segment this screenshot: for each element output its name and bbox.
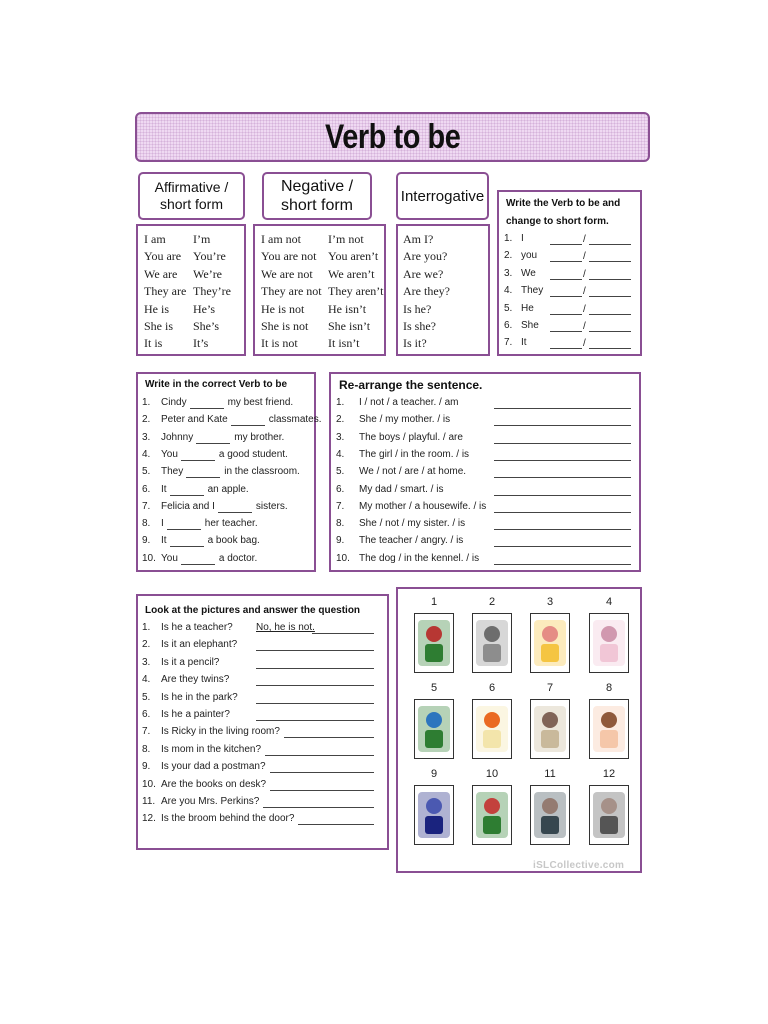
- negative-short: You aren’t: [328, 249, 379, 264]
- twins-picture: [589, 613, 629, 673]
- picture-question: Is he a teacher?: [161, 622, 233, 633]
- picture-answer-line: [270, 790, 374, 791]
- interrogative-form: Is it?: [403, 336, 427, 351]
- affirmative-short: We’re: [193, 266, 223, 281]
- rearrange-words: She / not / my sister. / is: [359, 518, 466, 530]
- broom-in-bucket-picture: [589, 785, 629, 845]
- picture-answer-line: [265, 755, 374, 756]
- rearrange-number: 3.: [336, 431, 345, 443]
- picture-answer-line: [256, 703, 374, 704]
- affirmative-full: It is: [144, 336, 163, 351]
- correct-verb-blank: [181, 460, 215, 461]
- picture-question: Is it an elephant?: [161, 639, 238, 651]
- negative-full: We are not: [261, 266, 313, 281]
- negative-short: She isn’t: [328, 319, 371, 333]
- rearrange-answer-line: [494, 512, 631, 513]
- picture-question-number: 6.: [142, 709, 151, 720]
- picture-number: 6: [488, 682, 496, 694]
- affirmative-short: They’re: [193, 284, 231, 299]
- picture-question-number: 9.: [142, 761, 151, 773]
- affirmative-short: I’m: [193, 232, 211, 246]
- woman-picture: [589, 699, 629, 759]
- short-form-subject: It: [521, 337, 527, 349]
- rearrange-words: My dad / smart. / is: [359, 483, 444, 495]
- picture-answer-line: [263, 807, 374, 808]
- correct-verb-rest: her teacher.: [204, 518, 258, 530]
- rearrange-words: I / not / a teacher. / am: [359, 397, 459, 408]
- picture-question-number: 7.: [142, 726, 151, 738]
- affirmative-full: They are: [144, 284, 187, 299]
- worksheet-title: Verb to be: [324, 117, 461, 156]
- negative-full: She is not: [261, 319, 309, 333]
- short-form-slash: /: [583, 321, 586, 332]
- short-form-subject: She: [521, 320, 539, 331]
- short-form-slash: /: [583, 251, 586, 263]
- negative-header-line1: Negative /: [280, 178, 354, 195]
- picture-question: Is he a painter?: [161, 709, 230, 720]
- correct-verb-subject: They: [161, 466, 184, 478]
- rearrange-number: 5.: [336, 466, 345, 478]
- correct-verb-blank: [181, 564, 215, 565]
- negative-short: They aren’t: [328, 284, 384, 299]
- rearrange-words: She / my mother. / is: [359, 414, 451, 426]
- rearrange-words: The girl / in the room. / is: [359, 448, 470, 460]
- correct-verb-subject: Cindy: [161, 397, 187, 408]
- picture-answer-line: [284, 737, 374, 738]
- correct-verb-rest: a doctor.: [218, 552, 258, 564]
- correct-verb-number: 10.: [142, 552, 156, 564]
- rearrange-words: The boys / playful. / are: [359, 431, 463, 443]
- picture-answer-line: [256, 685, 374, 686]
- picture-number: 10: [485, 768, 499, 780]
- negative-full: I am not: [261, 232, 301, 246]
- picture-number: 12: [602, 768, 616, 780]
- picture-answer-line: [256, 668, 374, 669]
- correct-verb-blank: [170, 546, 204, 547]
- negative-short: I’m not: [328, 232, 364, 246]
- interrogative-form: Is she?: [403, 319, 436, 333]
- correct-verb-rest: my best friend.: [227, 397, 294, 408]
- rearrange-answer-line: [494, 564, 631, 565]
- picture-number: 2: [488, 596, 496, 608]
- affirmative-full: I am: [144, 232, 166, 246]
- rearrange-answer-line: [494, 460, 631, 461]
- interrogative-form: Is he?: [403, 301, 432, 316]
- short-form-short-line: [589, 314, 631, 315]
- correct-verb-number: 5.: [142, 466, 151, 478]
- picture-number: 11: [544, 768, 556, 780]
- picture-question-number: 12.: [142, 813, 156, 825]
- picture-number: 4: [605, 596, 613, 608]
- rearrange-answer-line: [494, 477, 631, 478]
- interrogative-form: Are you?: [403, 249, 448, 264]
- affirmative-short: She’s: [193, 319, 220, 333]
- short-form-subject: I: [521, 233, 524, 244]
- picture-question-number: 11.: [142, 796, 156, 807]
- rearrange-number: 1.: [336, 397, 345, 408]
- short-form-answer-line: [550, 296, 582, 297]
- affirmative-header-line2: short form: [159, 196, 223, 212]
- affirmative-header-line1: Affirmative /: [154, 179, 229, 195]
- correct-verb-rest: sisters.: [255, 500, 288, 512]
- picture-number: 1: [430, 596, 438, 608]
- picture-question-number: 2.: [142, 639, 151, 651]
- short-form-answer-line: [550, 261, 582, 262]
- man-with-umbrella-picture: [530, 785, 570, 845]
- picture-question-number: 5.: [142, 691, 151, 703]
- books-picture: [472, 785, 512, 845]
- short-form-task-title: Write the Verb to be and: [506, 198, 621, 209]
- watermark: iSLCollective.com: [533, 860, 625, 871]
- correct-verb-number: 1.: [142, 397, 151, 408]
- interrogative-form: Are they?: [403, 284, 450, 299]
- correct-verb-blank: [231, 425, 265, 426]
- short-form-number: 7.: [504, 337, 513, 349]
- picture-question: Are they twins?: [161, 674, 230, 686]
- picture-question: Is your dad a postman?: [161, 761, 266, 773]
- correct-verb-subject: You: [161, 448, 178, 460]
- short-form-slash: /: [583, 303, 586, 315]
- picture-question-number: 3.: [142, 656, 151, 668]
- interrogative-form: Are we?: [403, 266, 444, 281]
- correct-verb-number: 6.: [142, 483, 151, 495]
- affirmative-short: He’s: [193, 301, 215, 316]
- rearrange-number: 4.: [336, 448, 345, 460]
- rearrange-number: 6.: [336, 483, 345, 495]
- rearrange-number: 10.: [336, 552, 350, 564]
- elephant-picture: [472, 613, 512, 673]
- picture-question: Are you Mrs. Perkins?: [161, 796, 260, 807]
- correct-verb-subject: It: [161, 483, 167, 495]
- short-form-subject: They: [521, 285, 544, 297]
- short-form-number: 4.: [504, 285, 513, 297]
- picture-question-number: 10.: [142, 778, 156, 790]
- affirmative-header: [138, 172, 245, 220]
- rearrange-answer-line: [494, 408, 631, 409]
- interrogative-header: [396, 172, 489, 220]
- short-form-number: 1.: [504, 233, 513, 244]
- correct-verb-subject: You: [161, 552, 178, 564]
- negative-header-line2: short form: [280, 197, 353, 214]
- picture-number: 7: [546, 682, 554, 694]
- correct-verb-rest: my brother.: [234, 431, 285, 443]
- worksheet-title-bar: [135, 112, 650, 162]
- affirmative-full: We are: [144, 266, 178, 281]
- correct-verb-blank: [167, 529, 201, 530]
- picture-question-number: 1.: [142, 622, 151, 633]
- short-form-subject: He: [521, 302, 534, 314]
- correct-verb-number: 9.: [142, 535, 151, 547]
- short-form-short-line: [589, 348, 631, 349]
- correct-verb-number: 7.: [142, 500, 151, 512]
- picture-answer-line: [298, 824, 374, 825]
- picture-answer-line: [312, 633, 374, 634]
- correct-verb-blank: [170, 495, 204, 496]
- correct-verb-task-title: Write in the correct Verb to be: [145, 379, 288, 390]
- rearrange-number: 7.: [336, 500, 345, 512]
- short-form-short-line: [589, 331, 631, 332]
- rearrange-number: 8.: [336, 518, 345, 530]
- picture-number: 8: [605, 682, 613, 694]
- picture-question: Is it a pencil?: [161, 656, 220, 668]
- short-form-slash: /: [583, 286, 586, 298]
- short-form-short-line: [589, 279, 631, 280]
- correct-verb-blank: [186, 477, 220, 478]
- negative-full: He is not: [261, 301, 305, 316]
- short-form-short-line: [589, 261, 631, 262]
- picture-question: Are the books on desk?: [161, 778, 267, 790]
- picture-answer-line: [270, 772, 374, 773]
- picture-question: Is mom in the kitchen?: [161, 743, 262, 755]
- negative-short: It isn’t: [328, 336, 360, 351]
- correct-verb-subject: I: [161, 518, 164, 530]
- correct-verb-subject: Johnny: [161, 431, 194, 443]
- pencil-picture: [530, 613, 570, 673]
- picture-number: 5: [430, 682, 438, 694]
- correct-verb-number: 2.: [142, 414, 151, 426]
- negative-full: They are not: [261, 284, 322, 299]
- rearrange-answer-line: [494, 529, 631, 530]
- short-form-slash: /: [583, 338, 586, 350]
- short-form-answer-line: [550, 331, 582, 332]
- correct-verb-number: 8.: [142, 518, 151, 530]
- short-form-answer-line: [550, 348, 582, 349]
- picture-question: Is the broom behind the door?: [161, 813, 295, 825]
- short-form-number: 2.: [504, 250, 513, 262]
- affirmative-short: It’s: [193, 336, 209, 351]
- painter-picture: [472, 699, 512, 759]
- rearrange-words: The teacher / angry. / is: [359, 535, 464, 547]
- affirmative-full: He is: [144, 301, 169, 316]
- correct-verb-blank: [218, 512, 252, 513]
- short-form-number: 5.: [504, 302, 513, 314]
- short-form-subject: We: [521, 267, 536, 279]
- correct-verb-number: 4.: [142, 448, 151, 460]
- rearrange-words: We / not / are / at home.: [359, 466, 467, 478]
- pictures-task-title: Look at the pictures and answer the question: [145, 605, 361, 616]
- correct-verb-number: 3.: [142, 431, 151, 443]
- correct-verb-rest: in the classroom.: [224, 466, 300, 478]
- negative-short: We aren’t: [328, 266, 375, 281]
- correct-verb-subject: Felicia and I: [161, 500, 215, 512]
- affirmative-full: She is: [144, 319, 174, 333]
- short-form-slash: /: [583, 234, 586, 245]
- negative-full: It is not: [261, 336, 298, 351]
- short-form-number: 6.: [504, 320, 513, 331]
- rearrange-answer-line: [494, 443, 631, 444]
- short-form-number: 3.: [504, 267, 513, 279]
- picture-question-number: 4.: [142, 674, 151, 686]
- correct-verb-blank: [196, 443, 230, 444]
- rearrange-task-title: Re-arrange the sentence.: [339, 378, 483, 392]
- interrogative-header-line1: Interrogative: [400, 187, 485, 205]
- correct-verb-rest: an apple.: [207, 483, 249, 495]
- affirmative-full: You are: [144, 249, 182, 264]
- short-form-task-subtitle: change to short form.: [506, 216, 609, 227]
- rearrange-words: My mother / a housewife. / is: [359, 500, 487, 512]
- living-room-picture: [530, 699, 570, 759]
- correct-verb-rest: a good student.: [218, 448, 288, 460]
- picture-question: Is he in the park?: [161, 691, 238, 703]
- correct-verb-rest: a book bag.: [207, 535, 260, 547]
- football-player-picture: [414, 613, 454, 673]
- negative-header: [262, 172, 372, 220]
- short-form-subject: you: [521, 250, 538, 262]
- short-form-answer-line: [550, 279, 582, 280]
- short-form-answer-line: [550, 244, 582, 245]
- affirmative-short: You’re: [193, 249, 226, 264]
- short-form-short-line: [589, 296, 631, 297]
- rearrange-number: 9.: [336, 535, 345, 547]
- short-form-slash: /: [583, 268, 586, 280]
- negative-short: He isn’t: [328, 301, 367, 316]
- picture-number: 9: [430, 768, 438, 780]
- police-officer-picture: [414, 785, 454, 845]
- short-form-short-line: [589, 244, 631, 245]
- picture-number: 3: [546, 596, 554, 608]
- rearrange-answer-line: [494, 425, 631, 426]
- rearrange-words: The dog / in the kennel. / is: [359, 552, 480, 564]
- picture-question-number: 8.: [142, 743, 151, 755]
- rearrange-number: 2.: [336, 414, 345, 426]
- picture-answer-line: [256, 650, 374, 651]
- negative-full: You are not: [261, 249, 317, 264]
- correct-verb-blank: [190, 408, 224, 409]
- picture-answer-line: [256, 720, 374, 721]
- picture-example-answer: No, he is not.: [256, 622, 315, 633]
- correct-verb-rest: classmates.: [268, 414, 322, 426]
- math-teacher-picture: [414, 699, 454, 759]
- short-form-answer-line: [550, 314, 582, 315]
- correct-verb-subject: It: [161, 535, 167, 547]
- rearrange-answer-line: [494, 495, 631, 496]
- correct-verb-subject: Peter and Kate: [161, 414, 228, 426]
- picture-question: Is Ricky in the living room?: [161, 726, 280, 738]
- rearrange-answer-line: [494, 546, 631, 547]
- interrogative-form: Am I?: [403, 232, 434, 246]
